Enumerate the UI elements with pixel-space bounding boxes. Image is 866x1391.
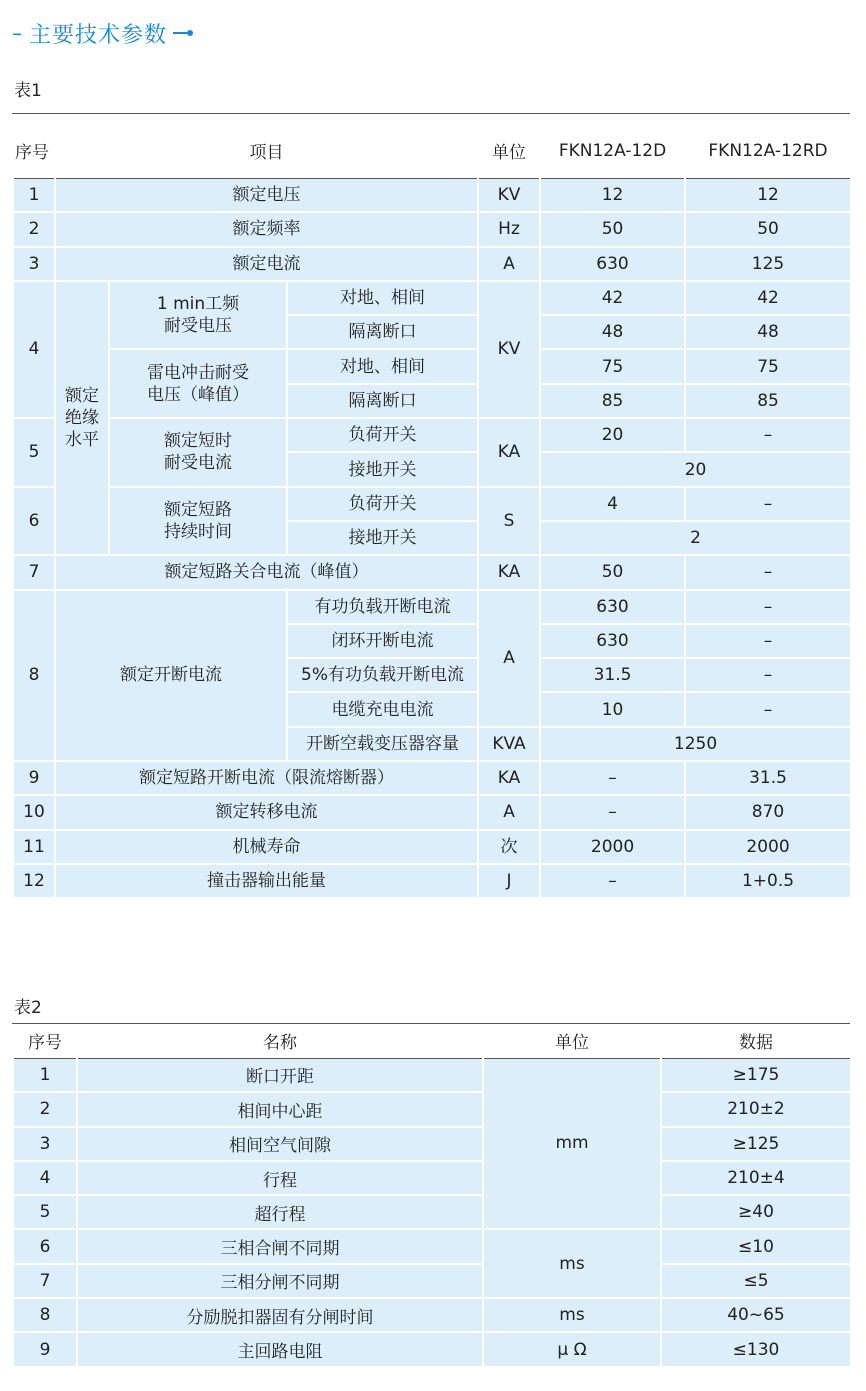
row-subitem: 接地开关 <box>287 452 478 486</box>
row-value-a: – <box>540 795 685 829</box>
row-unit: KVA <box>478 727 540 761</box>
table-row <box>13 761 851 795</box>
row-value: 40~65 <box>661 1298 851 1332</box>
table2-header-row <box>13 1024 851 1058</box>
row-value: 210±2 <box>661 1092 851 1126</box>
row-seq: 8 <box>13 1298 77 1332</box>
row-value-b: – <box>685 418 851 452</box>
row-subitem: 隔离断口 <box>287 384 478 418</box>
table-row <box>13 349 851 383</box>
row-seq: 9 <box>13 1332 77 1366</box>
table-row <box>13 864 851 898</box>
row-name: 分励脱扣器固有分闸时间 <box>77 1298 483 1332</box>
row-item: 额定电压 <box>55 178 478 212</box>
row-seq: 6 <box>13 487 55 556</box>
row-seq: 1 <box>13 1058 77 1092</box>
row-value-a: 50 <box>540 212 685 246</box>
row-value-b: 85 <box>685 384 851 418</box>
row-seq: 2 <box>13 1092 77 1126</box>
row-unit: S <box>478 487 540 556</box>
row-name: 相间空气间隙 <box>77 1127 483 1161</box>
table-row <box>13 1127 851 1161</box>
table-row <box>13 830 851 864</box>
row-seq: 2 <box>13 212 55 246</box>
row-unit: mm <box>483 1058 661 1229</box>
table1-header-row <box>13 124 851 178</box>
table-row <box>13 590 851 624</box>
row-value-merged: 1250 <box>540 727 851 761</box>
table-row <box>13 1229 851 1263</box>
row-seq: 10 <box>13 795 55 829</box>
row-value-b: 1+0.5 <box>685 864 851 898</box>
table-row <box>13 212 851 246</box>
row-seq: 7 <box>13 555 55 589</box>
row-subitem: 对地、相间 <box>287 349 478 383</box>
row-value: ≥40 <box>661 1195 851 1229</box>
header-unit: 单位 <box>478 124 540 178</box>
header-name: 名称 <box>77 1024 483 1058</box>
row-subitem: 对地、相间 <box>287 281 478 315</box>
section-title <box>12 16 193 50</box>
row-value-a: 42 <box>540 281 685 315</box>
row-name: 三相分闸不同期 <box>77 1264 483 1298</box>
table-row <box>13 418 851 452</box>
row-value-a: 630 <box>540 624 685 658</box>
row-value-a: 31.5 <box>540 658 685 692</box>
row-value-a: 630 <box>540 247 685 281</box>
row-subitem: 接地开关 <box>287 521 478 555</box>
row-subitem: 电缆充电电流 <box>287 692 478 726</box>
row-item: 额定转移电流 <box>55 795 478 829</box>
row-item: 额定短时 耐受电流 <box>109 418 287 487</box>
table-row <box>13 1264 851 1298</box>
row-unit: J <box>478 864 540 898</box>
row-value: ≤130 <box>661 1332 851 1366</box>
row-subitem: 有功负载开断电流 <box>287 590 478 624</box>
row-unit: ms <box>483 1229 661 1298</box>
row-value-merged: 2 <box>540 521 851 555</box>
table1-top-rule <box>12 113 850 114</box>
lightning-label: 雷电冲击耐受 电压（峰值） <box>109 349 287 418</box>
table-row <box>13 1298 851 1332</box>
row-value-a: 2000 <box>540 830 685 864</box>
header-seq: 序号 <box>13 1024 77 1058</box>
row-seq: 12 <box>13 864 55 898</box>
row-value-b: – <box>685 692 851 726</box>
row-value-a: – <box>540 761 685 795</box>
table-row <box>13 1332 851 1366</box>
row-value-a: 50 <box>540 555 685 589</box>
row-value-b: – <box>685 555 851 589</box>
row-value: ≥125 <box>661 1127 851 1161</box>
row-unit: KA <box>478 761 540 795</box>
row-unit: Hz <box>478 212 540 246</box>
table-row <box>13 281 851 315</box>
row-seq: 11 <box>13 830 55 864</box>
row-seq: 5 <box>13 1195 77 1229</box>
table1 <box>12 124 852 899</box>
header-item: 项目 <box>55 124 478 178</box>
row-name: 超行程 <box>77 1195 483 1229</box>
row-value-b: – <box>685 624 851 658</box>
row-value-b: 50 <box>685 212 851 246</box>
table1-caption: 表1 <box>14 81 42 101</box>
row-unit: KV <box>478 178 540 212</box>
insulation-group-label: 额定 绝缘 水平 <box>55 281 109 555</box>
row-value: ≤5 <box>661 1264 851 1298</box>
row-subitem: 5%有功负载开断电流 <box>287 658 478 692</box>
title-line-dot-icon <box>173 30 193 36</box>
row-value-b: – <box>685 487 851 521</box>
table-row <box>13 1195 851 1229</box>
row-subitem: 负荷开关 <box>287 418 478 452</box>
row-seq: 3 <box>13 1127 77 1161</box>
table-row <box>13 1161 851 1195</box>
row-name: 三相合闸不同期 <box>77 1229 483 1263</box>
row-value-merged: 20 <box>540 452 851 486</box>
power-freq-label: 1 min工频 耐受电压 <box>109 281 287 350</box>
section-title-text: 主要技术参数 <box>29 22 168 48</box>
row-item: 额定短路开断电流（限流熔断器） <box>55 761 478 795</box>
row-item: 机械寿命 <box>55 830 478 864</box>
row-unit: A <box>478 590 540 727</box>
header-data: 数据 <box>661 1024 851 1058</box>
row-unit: ms <box>483 1298 661 1332</box>
row-name: 断口开距 <box>77 1058 483 1092</box>
table2-caption: 表2 <box>14 998 42 1018</box>
row-unit: KA <box>478 555 540 589</box>
row-value-a: 85 <box>540 384 685 418</box>
row-value-b: 12 <box>685 178 851 212</box>
table-row <box>13 795 851 829</box>
row-value: ≥175 <box>661 1058 851 1092</box>
row-value-b: – <box>685 658 851 692</box>
row-value-a: 48 <box>540 315 685 349</box>
row-item: 额定短路 持续时间 <box>109 487 287 556</box>
row-value-a: 4 <box>540 487 685 521</box>
row-value-b: 42 <box>685 281 851 315</box>
row-subitem: 负荷开关 <box>287 487 478 521</box>
row-seq: 6 <box>13 1229 77 1263</box>
row-name: 主回路电阻 <box>77 1332 483 1366</box>
row-value: 210±4 <box>661 1161 851 1195</box>
title-dash-icon: – <box>12 21 23 45</box>
table-row <box>13 1058 851 1092</box>
row-value-b: – <box>685 590 851 624</box>
row-unit: 次 <box>478 830 540 864</box>
table-row <box>13 247 851 281</box>
row-seq: 5 <box>13 418 55 487</box>
header-unit: 单位 <box>483 1024 661 1058</box>
row-subitem: 闭环开断电流 <box>287 624 478 658</box>
row-unit: A <box>478 795 540 829</box>
row-seq: 1 <box>13 178 55 212</box>
row-value: ≤10 <box>661 1229 851 1263</box>
row-name: 相间中心距 <box>77 1092 483 1126</box>
row-seq: 9 <box>13 761 55 795</box>
row-value-b: 75 <box>685 349 851 383</box>
row-unit: KA <box>478 418 540 487</box>
row-value-b: 870 <box>685 795 851 829</box>
row-unit: μ Ω <box>483 1332 661 1366</box>
row-value-a: 630 <box>540 590 685 624</box>
row-seq: 4 <box>13 1161 77 1195</box>
row-item: 撞击器输出能量 <box>55 864 478 898</box>
row-seq: 8 <box>13 590 55 761</box>
row-value-a: 20 <box>540 418 685 452</box>
row-subitem: 开断空载变压器容量 <box>287 727 478 761</box>
table-row <box>13 555 851 589</box>
row-value-a: – <box>540 864 685 898</box>
row-value-b: 125 <box>685 247 851 281</box>
row-value-b: 31.5 <box>685 761 851 795</box>
row-seq: 7 <box>13 1264 77 1298</box>
table2 <box>12 1024 852 1368</box>
row-unit: A <box>478 247 540 281</box>
table-row <box>13 487 851 521</box>
row-value-b: 2000 <box>685 830 851 864</box>
row-value-a: 10 <box>540 692 685 726</box>
row-item: 额定短路关合电流（峰值） <box>55 555 478 589</box>
table-row <box>13 1092 851 1126</box>
header-seq: 序号 <box>13 124 55 178</box>
row-value-a: 75 <box>540 349 685 383</box>
row-subitem: 隔离断口 <box>287 315 478 349</box>
row-item: 额定电流 <box>55 247 478 281</box>
header-model-b: FKN12A-12RD <box>685 124 851 178</box>
table-row <box>13 178 851 212</box>
row-value-b: 48 <box>685 315 851 349</box>
header-model-a: FKN12A-12D <box>540 124 685 178</box>
row-unit: KV <box>478 281 540 418</box>
row-item: 额定开断电流 <box>55 590 287 761</box>
row-seq: 4 <box>13 281 55 418</box>
row-value-a: 12 <box>540 178 685 212</box>
row-name: 行程 <box>77 1161 483 1195</box>
row-item: 额定频率 <box>55 212 478 246</box>
row-seq: 3 <box>13 247 55 281</box>
